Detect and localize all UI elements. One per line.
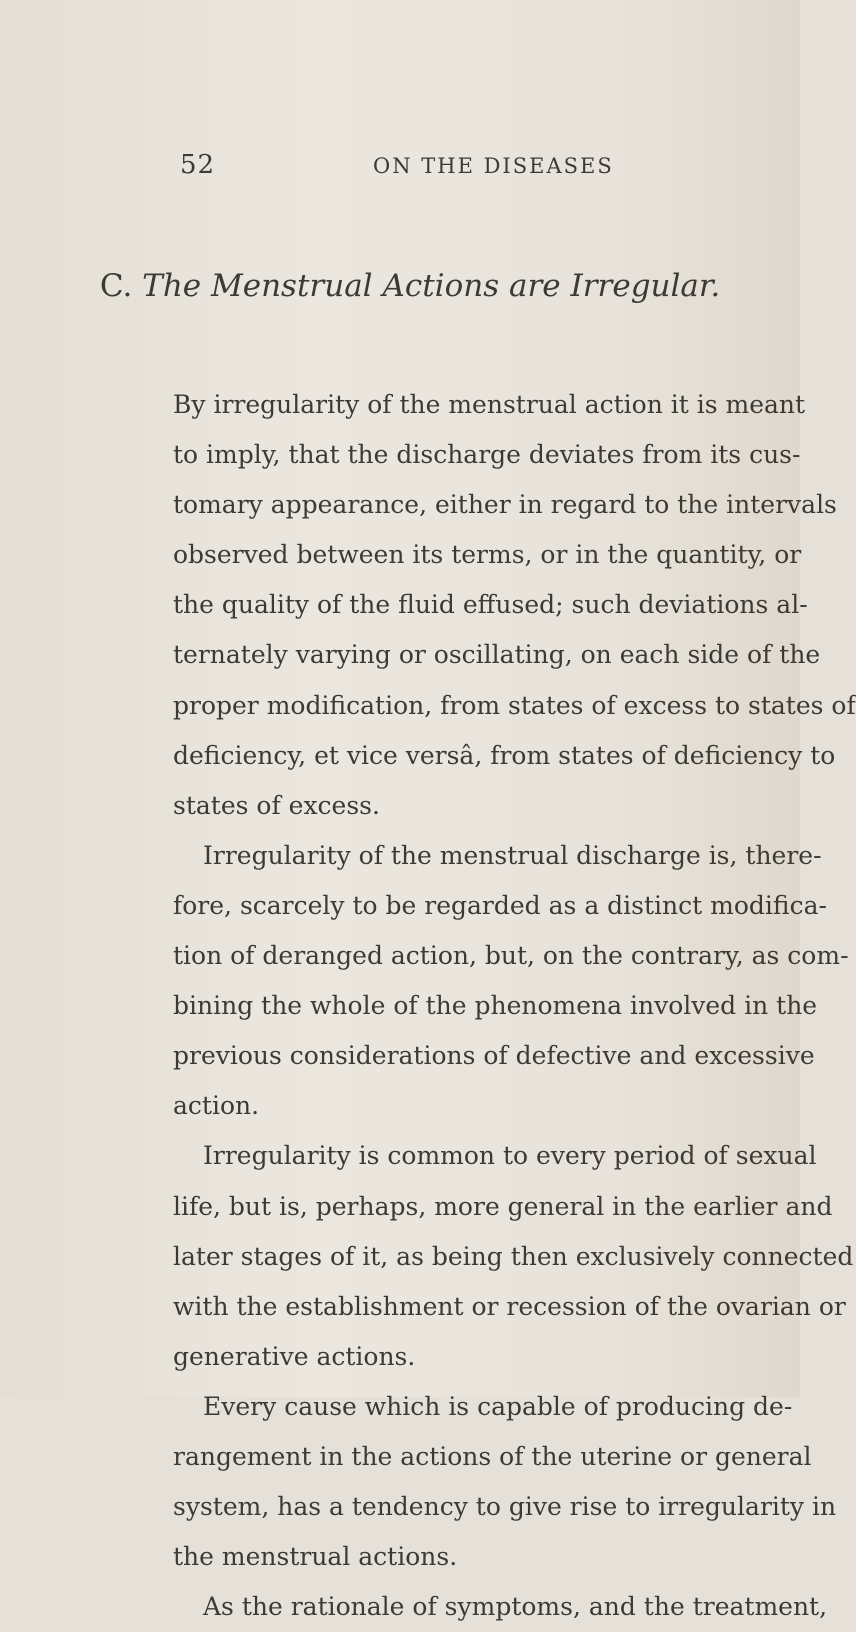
text-line: the quality of the fluid effused; such deviations al-: [173, 590, 808, 620]
text-line: tomary appearance, either in regard to the intervals: [173, 490, 837, 520]
text-line: action.: [173, 1091, 260, 1121]
text-line: the menstrual actions.: [173, 1542, 458, 1572]
text-line: Irregularity is common to every period of sexual: [203, 1141, 817, 1171]
text-line: later stages of it, as being then exclusively connected: [173, 1241, 854, 1271]
running-head: ON THE DISEASES: [373, 154, 614, 178]
text-line: bining the whole of the phenomena involved in the: [173, 991, 818, 1021]
text-line: tion of deranged action, but, on the contrary, as com-: [173, 941, 849, 971]
section-label: C.: [99, 268, 133, 304]
text-line: system, has a tendency to give rise to irregularity in: [173, 1492, 837, 1522]
text-line: Every cause which is capable of producing de-: [203, 1391, 793, 1421]
text-line: previous considerations of defective and excessive: [173, 1041, 815, 1071]
page-header: [0, 150, 800, 190]
text-line: with the establishment or recession of the ovarian or: [173, 1291, 846, 1321]
text-line: ternately varying or oscillating, on each side of the: [173, 640, 821, 670]
text-line: Irregularity of the menstrual discharge is, there-: [203, 840, 822, 870]
text-line: generative actions.: [173, 1341, 416, 1371]
text-line: By irregularity of the menstrual action it is meant: [173, 390, 806, 419]
section-title: [0, 268, 800, 304]
text-line: proper modification, from states of excess to states of: [173, 690, 856, 720]
text-line: observed between its terms, or in the quantity, or: [173, 540, 802, 570]
text-line: deficiency, et vice versâ, from states of deficiency to: [173, 740, 836, 770]
text-line: to imply, that the discharge deviates from its cus-: [173, 440, 801, 470]
text-line: rangement in the actions of the uterine or general: [173, 1441, 812, 1471]
body-text: [173, 380, 856, 1632]
section-title-text: The Menstrual Actions are Irregular.: [142, 268, 721, 304]
text-line: states of excess.: [173, 790, 380, 820]
page-number: 52: [180, 150, 216, 180]
text-line: life, but is, perhaps, more general in the earlier and: [173, 1191, 833, 1221]
text-line: As the rationale of symptoms, and the treatment,: [203, 1592, 828, 1622]
text-line: fore, scarcely to be regarded as a distinct modifica-: [173, 890, 827, 920]
